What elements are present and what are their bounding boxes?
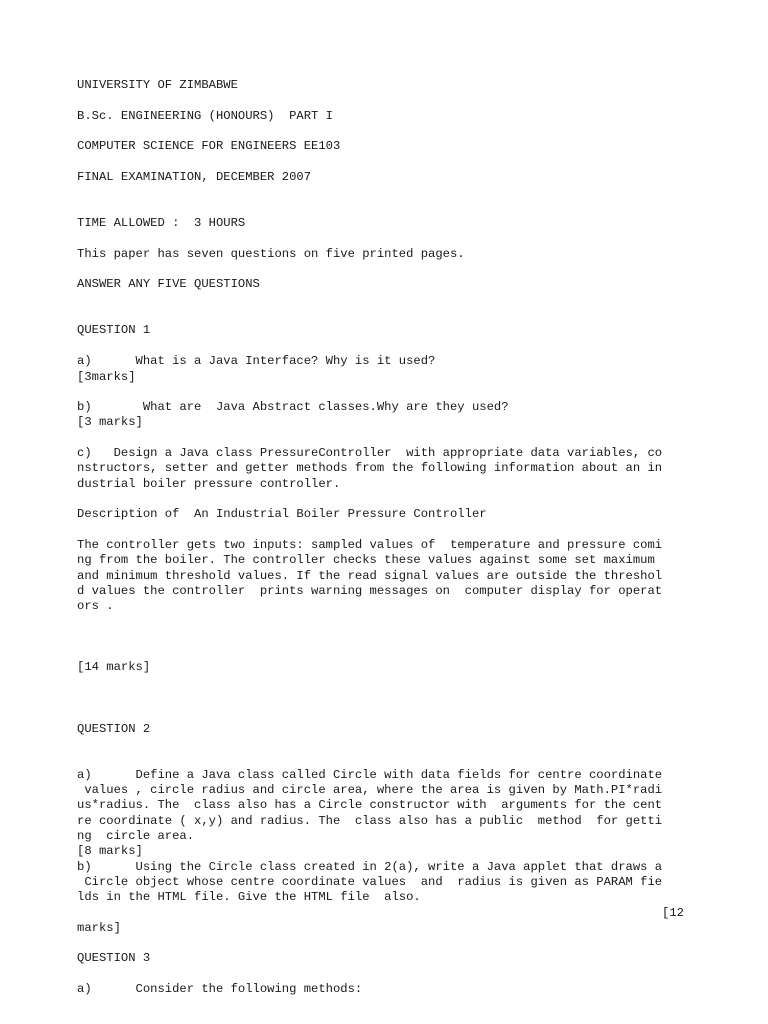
description-title: Description of An Industrial Boiler Pressure Controller bbox=[77, 507, 487, 521]
q2-part-a-line: values , circle radius and circle area, where the area is given by Math.PI*radi bbox=[77, 783, 663, 797]
exam-line: FINAL EXAMINATION, DECEMBER 2007 bbox=[77, 170, 312, 184]
q1-part-b-marks: [3 marks] bbox=[77, 415, 143, 429]
q2-part-b-marks: marks] bbox=[77, 921, 121, 935]
pages-note: This paper has seven questions on five printed pages. bbox=[77, 247, 465, 261]
q1-part-c-line: nstructors, setter and getter methods from the following information about an in bbox=[77, 461, 663, 475]
description-line: ors . bbox=[77, 599, 114, 613]
q2-part-a-line: re coordinate ( x,y) and radius. The class also has a public method for getti bbox=[77, 814, 663, 828]
instruction: ANSWER ANY FIVE QUESTIONS bbox=[77, 277, 260, 291]
q3-part-a: a) Consider the following methods: bbox=[77, 982, 363, 996]
q2-part-a-line: a) Define a Java class called Circle with data fields for centre coordinate bbox=[77, 768, 663, 782]
course-line: COMPUTER SCIENCE FOR ENGINEERS EE103 bbox=[77, 139, 341, 153]
q2-part-b-line: Circle object whose centre coordinate values and radius is given as PARAM fie bbox=[77, 875, 663, 889]
q2-part-b-line: b) Using the Circle class created in 2(a), write a Java applet that draws a bbox=[77, 860, 663, 874]
question-2-title: QUESTION 2 bbox=[77, 722, 151, 736]
q2-part-b-marks: [12 bbox=[662, 906, 684, 920]
q1-part-a: a) What is a Java Interface? Why is it used? bbox=[77, 354, 436, 368]
q1-part-c-line: dustrial boiler pressure controller. bbox=[77, 477, 341, 491]
q1-part-b: b) What are Java Abstract classes.Why are they used? bbox=[77, 400, 509, 414]
description-line: The controller gets two inputs: sampled values of temperature and pressure comi bbox=[77, 538, 663, 552]
description-line: d values the controller prints warning messages on computer display for operat bbox=[77, 584, 663, 598]
question-1-title: QUESTION 1 bbox=[77, 323, 151, 337]
q2-part-a-line: us*radius. The class also has a Circle constructor with arguments for the cent bbox=[77, 798, 663, 812]
description-line: ng from the boiler. The controller checks these values against some set maximum bbox=[77, 553, 655, 567]
question-3-title: QUESTION 3 bbox=[77, 951, 151, 965]
q1-marks: [14 marks] bbox=[77, 660, 151, 674]
degree-line: B.Sc. ENGINEERING (HONOURS) PART I bbox=[77, 109, 333, 123]
time-allowed: TIME ALLOWED : 3 HOURS bbox=[77, 216, 246, 230]
description-line: and minimum threshold values. If the read signal values are outside the threshol bbox=[77, 569, 663, 583]
q2-part-b-line: lds in the HTML file. Give the HTML file also. bbox=[77, 890, 421, 904]
q1-part-c-line: c) Design a Java class PressureController with appropriate data variables, co bbox=[77, 446, 663, 460]
q2-part-a-line: ng circle area. bbox=[77, 829, 195, 843]
q2-part-a-marks: [8 marks] bbox=[77, 844, 143, 858]
q1-part-a-marks: [3marks] bbox=[77, 370, 136, 384]
university-name: UNIVERSITY OF ZIMBABWE bbox=[77, 78, 238, 92]
